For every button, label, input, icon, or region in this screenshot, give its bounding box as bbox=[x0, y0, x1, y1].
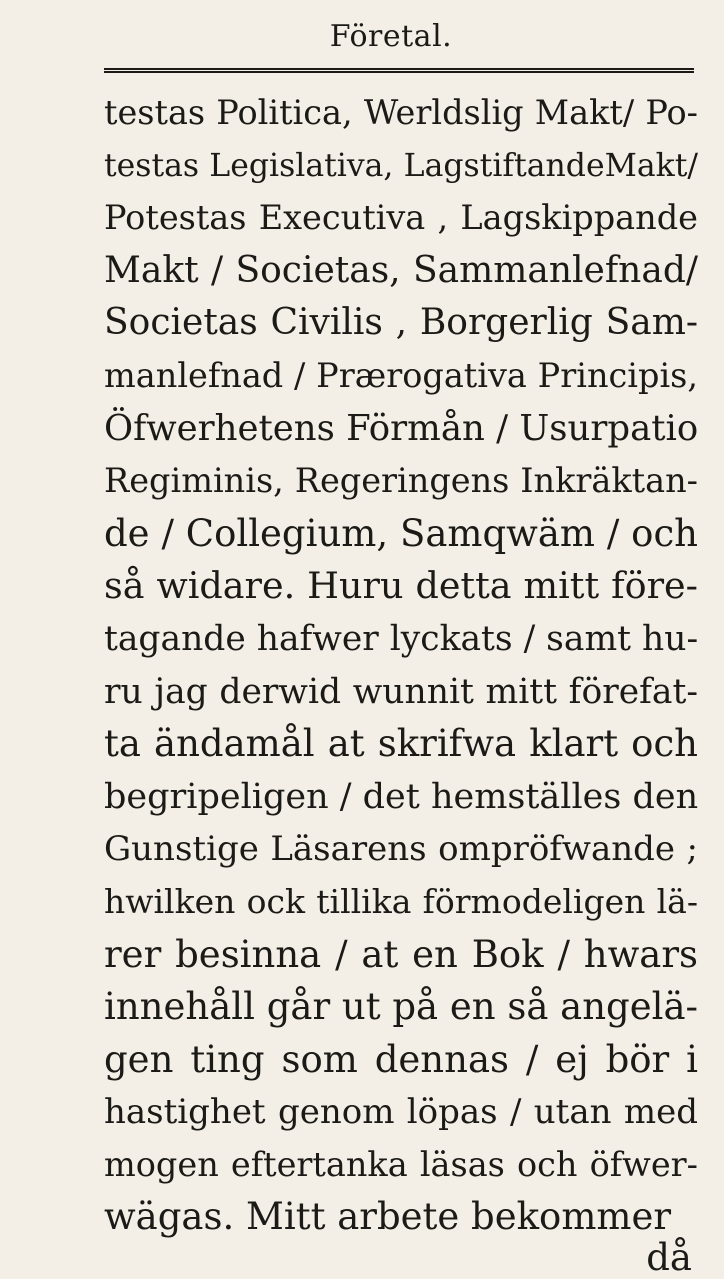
text-line: testas Politica, Werldslig Makt/ Po- bbox=[104, 93, 698, 132]
text-line: gen ting som dennas / ej bör i bbox=[104, 1037, 698, 1081]
text-line: Makt / Societas, Sammanlefnad/ bbox=[104, 249, 698, 291]
catchword: då bbox=[646, 1236, 692, 1279]
text-line: Öfwerhetens Förmån / Usurpatio bbox=[104, 407, 698, 449]
text-line: ru jag derwid wunnit mitt förefat- bbox=[104, 671, 698, 712]
double-rule bbox=[104, 68, 694, 73]
text-line: begripeligen / det hemställes den bbox=[104, 776, 698, 817]
running-head: Företal. bbox=[329, 19, 453, 54]
text-line: mogen eftertanka läsas och öfwer- bbox=[104, 1144, 698, 1184]
text-line: hwilken ock tillika förmodeligen lä- bbox=[104, 881, 698, 921]
text-line: Potestas Executiva , Lagskippande bbox=[104, 198, 698, 238]
text-line: tagande hafwer lyckats / samt hu- bbox=[104, 618, 698, 659]
text-line: Regiminis, Regeringens Inkräktan- bbox=[104, 461, 698, 501]
text-line: manlefnad / Prærogativa Principis, bbox=[104, 355, 698, 395]
text-line: Societas Civilis , Borgerlig Sam- bbox=[104, 302, 698, 344]
text-line: ta ändamål at skrifwa klart och bbox=[104, 722, 698, 766]
text-line: de / Collegium, Samqwäm / och bbox=[104, 511, 698, 555]
text-line: testas Legislativa, LagstiftandeMakt/ bbox=[104, 147, 698, 184]
text-line: Gunstige Läsarens ompröfwande ; bbox=[104, 829, 698, 870]
text-line: hastighet genom löpas / utan med bbox=[104, 1092, 698, 1133]
body-text bbox=[104, 87, 698, 1244]
text-line: rer besinna / at en Bok / hwars bbox=[104, 932, 698, 976]
text-line: innehåll går ut på en så angelä- bbox=[104, 985, 698, 1029]
text-line: så widare. Huru detta mitt före- bbox=[104, 564, 698, 608]
text-line: wägas. Mitt arbete bekommer bbox=[104, 1195, 672, 1239]
